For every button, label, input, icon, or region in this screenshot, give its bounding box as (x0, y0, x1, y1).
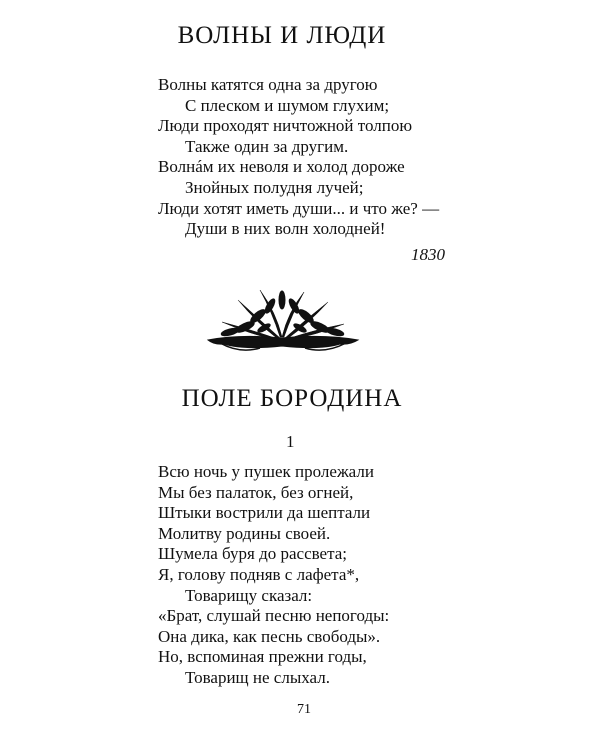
poem-line: С плеском и шумом глухим; (185, 95, 390, 115)
laurel-wreath-icon (200, 282, 365, 362)
poem-line: Люди проходят ничтожной толпою (158, 116, 413, 136)
poem-line: Волны катятся одна за другою (158, 75, 378, 94)
poem-stanza (158, 75, 439, 240)
page-number: 71 (297, 702, 311, 717)
poem-line: Волнáм их неволя и холод дороже (158, 157, 405, 177)
poem-line: Души в них волн холодней! (185, 219, 386, 239)
section-numeral: 1 (286, 432, 295, 451)
poem-date: 1830 (411, 245, 445, 264)
poem-line: Но, вспоминая прежни годы, (158, 647, 367, 667)
poem-stanza (158, 462, 389, 689)
poem-line: Также один за другим. (185, 136, 349, 156)
poem-line: Шумела буря до рассвета; (158, 544, 347, 564)
poem-line: Люди хотят иметь души... и что же? — (158, 198, 440, 218)
poem-line: Товарищ не слыхал. (185, 667, 330, 687)
poem-line: Знойных полудня лучей; (185, 177, 364, 197)
poem-line: Я, голову подняв с лафета*, (158, 564, 360, 584)
poem-line: Всю ночь у пушек пролежали (158, 462, 374, 481)
poem-line: Штыки вострили да шептали (158, 503, 371, 523)
poem-line: Молитву родины своей. (158, 523, 331, 543)
poem-title: ПОЛЕ БОРОДИНА (181, 385, 403, 412)
poem-line: Она дика, как песнь свободы». (158, 626, 381, 646)
poem-line: Мы без палаток, без огней, (158, 482, 354, 502)
poem-line: «Брат, слушай песню непогоды: (158, 606, 390, 626)
poem-title: ВОЛНЫ И ЛЮДИ (177, 22, 387, 49)
poem-line: Товарищу сказал: (185, 585, 313, 605)
